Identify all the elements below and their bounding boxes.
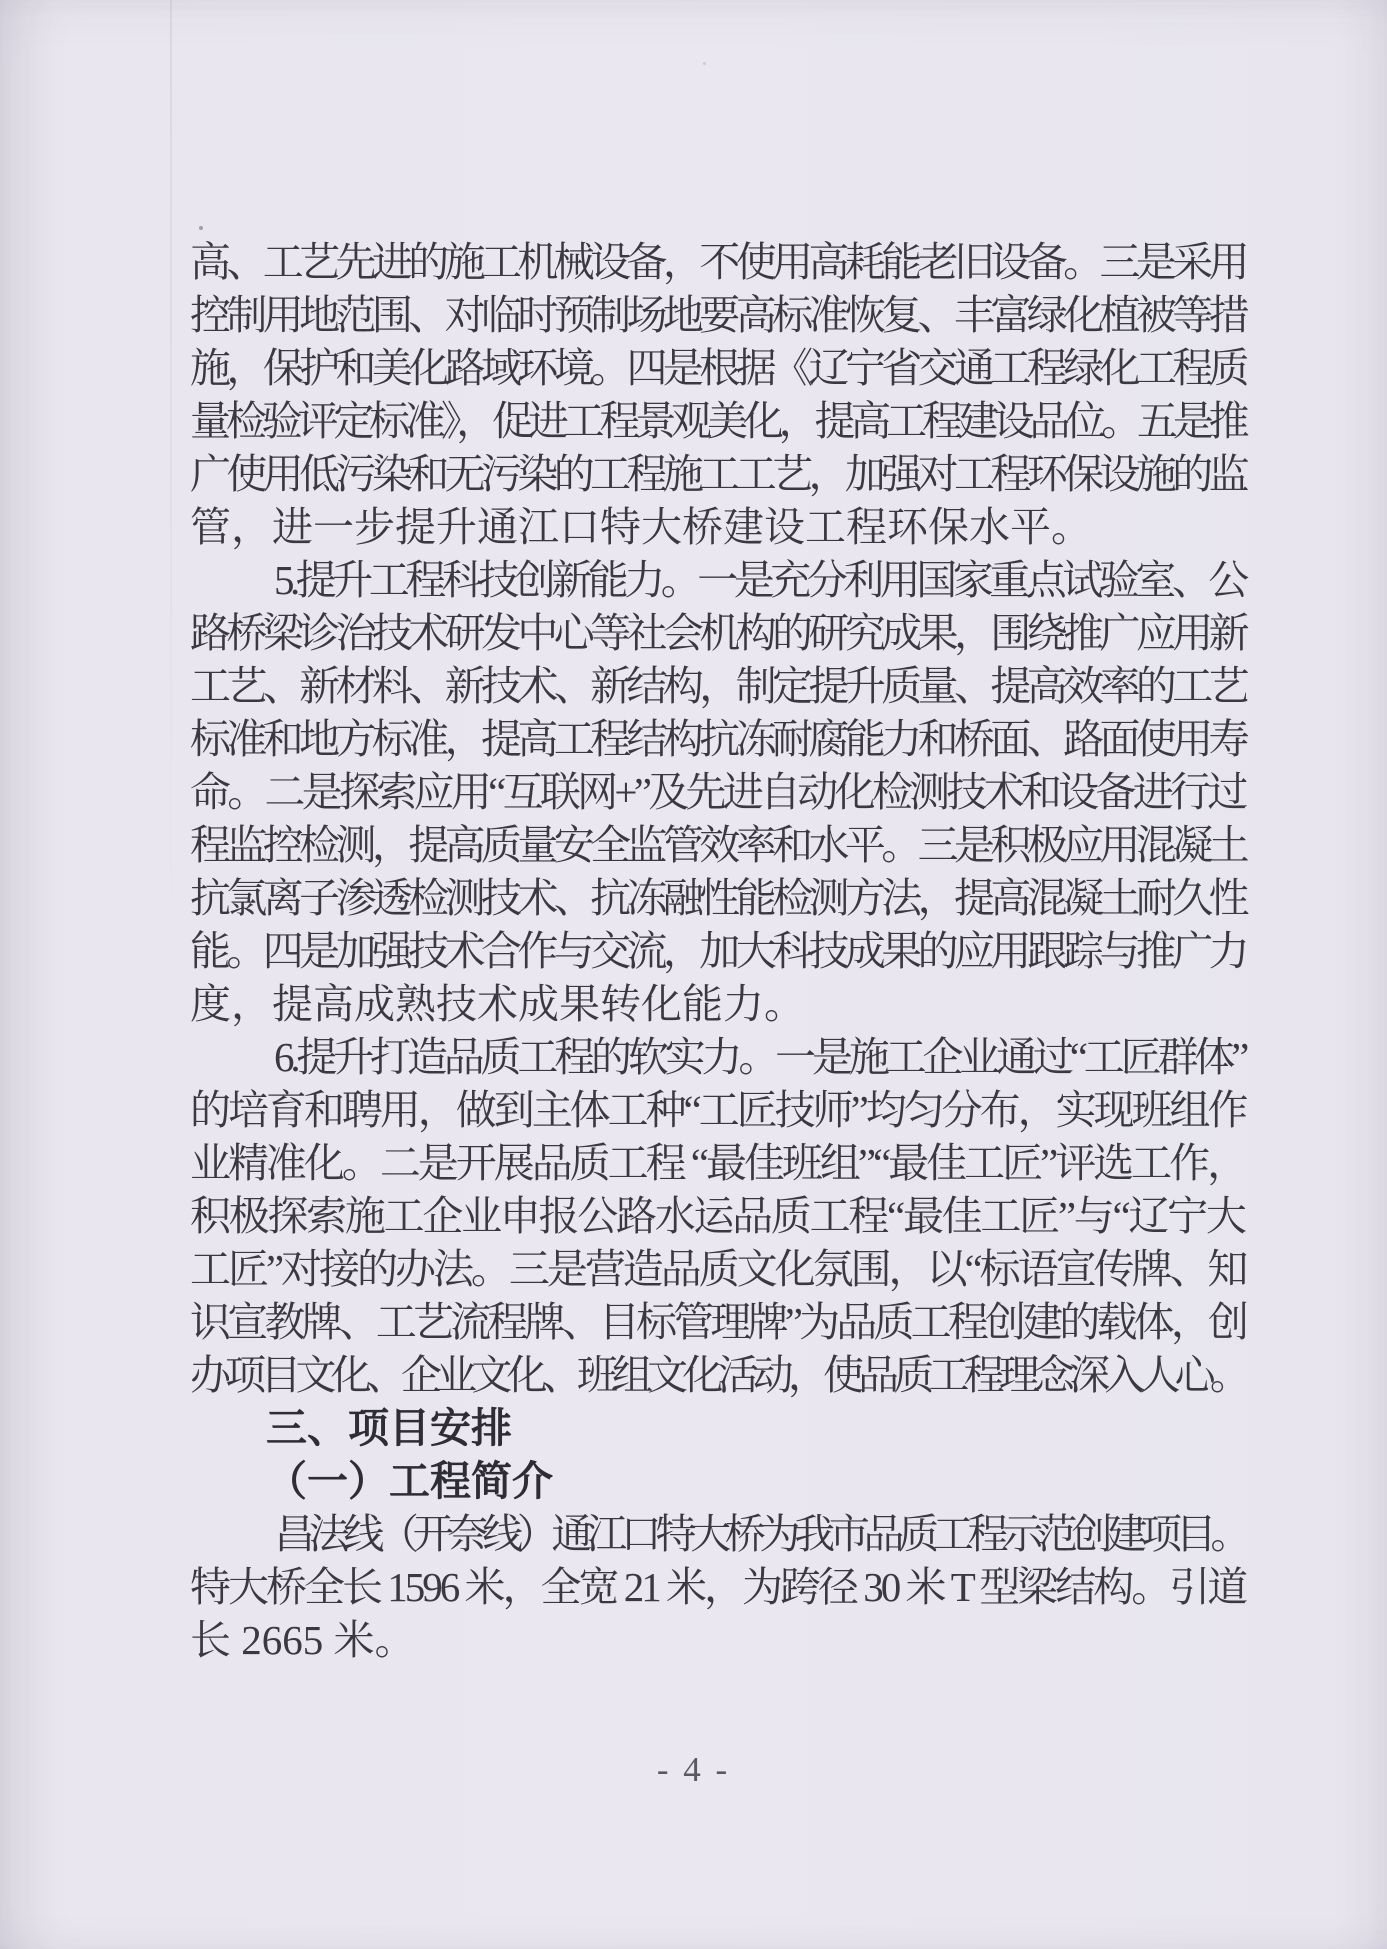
text-line: 度，提高成熟技术成果转化能力。 <box>190 981 805 1027</box>
text-line: 高、工艺先进的施工机械设备，不使用高耗能老旧设备。三是采用 <box>190 239 1245 285</box>
text-line: 路桥梁诊治技术研发中心等社会机构的研究成果，围绕推广应用新 <box>190 610 1245 656</box>
text-line: 的培育和聘用，做到主体工种“工匠技师”均匀分布，实现班组作 <box>190 1087 1246 1133</box>
text-line: 标准和地方标准，提高工程结构抗冻耐腐能力和桥面、路面使用寿 <box>190 716 1245 762</box>
text-line: 5.提升工程科技创新能力。一是充分利用国家重点试验室、公 <box>274 557 1245 603</box>
text-line: 命。二是探索应用“互联网+”及先进自动化检测技术和设备进行过 <box>190 769 1245 815</box>
text-line: 积极探索施工企业申报公路水运品质工程“最佳工匠”与“辽宁大 <box>190 1193 1245 1239</box>
document-body <box>190 236 1245 1667</box>
section-heading: （一）工程简介 <box>266 1458 553 1504</box>
text-line: 广使用低污染和无污染的工程施工工艺，加强对工程环保设施的监 <box>190 451 1245 497</box>
scan-fold-artifact <box>170 0 172 980</box>
scan-speck <box>703 62 706 65</box>
section-heading: 三、项目安排 <box>266 1405 512 1451</box>
scan-speck <box>199 226 203 230</box>
text-line: 6.提升打造品质工程的软实力。一是施工企业通过“工匠群体” <box>274 1034 1246 1080</box>
text-line: 控制用地范围、对临时预制场地要高标准恢复、丰富绿化植被等措 <box>190 292 1245 338</box>
text-line: 管，进一步提升通江口特大桥建设工程环保水平。 <box>190 504 1092 550</box>
text-line: 特大桥全长 1596 米，全宽 21 米，为跨径 30 米 T 型梁结构。引道 <box>190 1564 1246 1610</box>
page-number: - 4 - <box>656 1750 731 1789</box>
text-line: 工匠”对接的办法。三是营造品质文化氛围，以“标语宣传牌、知 <box>190 1246 1246 1292</box>
text-line: 工艺、新材料、新技术、新结构，制定提升质量、提高效率的工艺 <box>190 663 1245 709</box>
text-line: 长 2665 米。 <box>190 1617 416 1663</box>
text-line: 能。四是加强技术合作与交流，加大科技成果的应用跟踪与推广力 <box>190 928 1245 974</box>
text-line: 识宣教牌、工艺流程牌、目标管理牌”为品质工程创建的载体，创 <box>190 1299 1246 1345</box>
text-line: 施，保护和美化路域环境。四是根据《辽宁省交通工程绿化工程质 <box>190 345 1245 391</box>
text-line: 量检验评定标准》，促进工程景观美化，提高工程建设品位。五是推 <box>190 398 1245 444</box>
text-line: 业精准化。二是开展品质工程 “最佳班组”“最佳工匠”评选工作， <box>190 1140 1246 1186</box>
text-line: 程监控检测，提高质量安全监管效率和水平。三是积极应用混凝土 <box>190 822 1245 868</box>
text-line: 昌法线（开奈线）通江口特大桥为我市品质工程示范创建项目。 <box>274 1511 1245 1557</box>
text-line: 办项目文化、企业文化、班组文化活动，使品质工程理念深入人心。 <box>190 1352 1245 1398</box>
text-line: 抗氯离子渗透检测技术、抗冻融性能检测方法，提高混凝土耐久性 <box>190 875 1245 921</box>
